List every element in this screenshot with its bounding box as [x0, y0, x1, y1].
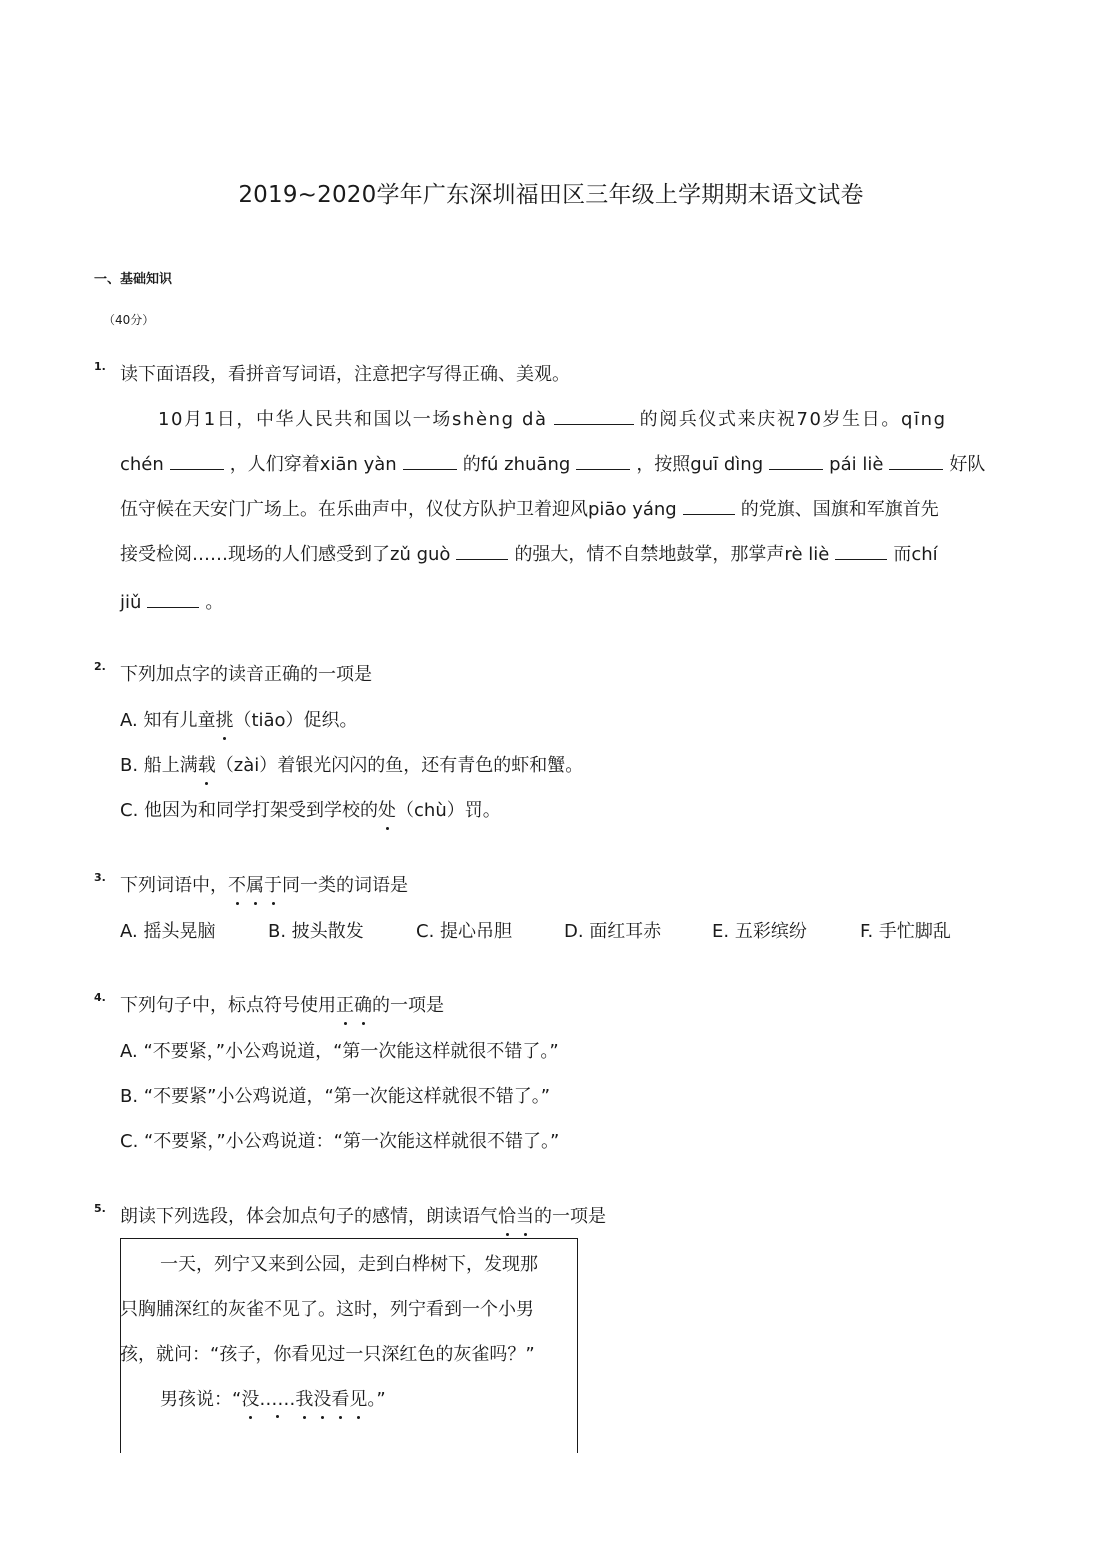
- answer-blank[interactable]: [576, 451, 630, 470]
- q5-prompt-post: 的一项是: [534, 1206, 606, 1227]
- q2-c-post: （chù）罚。: [396, 800, 501, 821]
- q1-text-5a: jiǔ: [120, 592, 142, 613]
- q4-option-c[interactable]: C. “不要紧，”小公鸡说道：“第一次能这样就很不错了。”: [120, 1131, 560, 1152]
- q1-line-1: [158, 405, 947, 431]
- q2-a-pre: A. 知有儿童: [120, 710, 216, 731]
- question-number-2: 2.: [94, 660, 106, 673]
- answer-blank[interactable]: [683, 496, 735, 515]
- q1-line-2: [120, 450, 985, 476]
- q1-text-2e: pái liè: [829, 454, 884, 475]
- q3-prompt-pre: 下列词语中，: [120, 875, 228, 896]
- dotted-char: 于: [264, 871, 282, 897]
- q4-prompt-post: 的一项是: [372, 995, 444, 1016]
- q5-p4-post: 。”: [367, 1389, 386, 1410]
- section-score: （40分）: [103, 313, 155, 327]
- q4-option-a[interactable]: A. “不要紧，”小公鸡说道，“第一次能这样就很不错了。”: [120, 1041, 559, 1062]
- section-heading: 一、基础知识: [94, 272, 173, 287]
- dotted-char: 恰: [498, 1202, 516, 1228]
- q1-line-5: [120, 588, 223, 614]
- q1-text-1b: 的阅兵仪式来庆祝70岁生日。qīng: [639, 409, 947, 430]
- dotted-char: 没: [241, 1385, 259, 1411]
- q1-line-3: [120, 495, 939, 521]
- answer-blank[interactable]: [769, 451, 823, 470]
- q3-option-c[interactable]: C. 提心吊胆: [416, 921, 513, 942]
- q1-text-2b: ，人们穿着xiān yàn: [229, 454, 397, 475]
- dotted-char: 处: [378, 796, 396, 822]
- q5-prompt: [120, 1202, 606, 1228]
- q1-text-4c: 而chí: [893, 544, 938, 565]
- dotted-char: 看: [331, 1385, 349, 1411]
- q2-a-post: （tiāo）促织。: [233, 710, 358, 731]
- q2-b-post: （zài）着银光闪闪的鱼，还有青色的虾和蟹。: [215, 755, 584, 776]
- q2-option-b[interactable]: [120, 751, 583, 777]
- dotted-char: 属: [246, 871, 264, 897]
- q1-text-2d: ，按照guī dìng: [636, 454, 764, 475]
- q2-b-pre: B. 船上满: [120, 755, 198, 776]
- passage-line-3: 孩，就问：“孩子，你看见过一只深红色的灰雀吗？”: [120, 1344, 535, 1365]
- q1-text-1a: 10月1日，中华人民共和国以一场shèng dà: [158, 409, 548, 430]
- q2-c-pre: C. 他因为和同学打架受到学校的: [120, 800, 379, 821]
- passage-line-2: 只胸脯深红的灰雀不见了。这时，列宁看到一个小男: [120, 1299, 534, 1320]
- q3-prompt: [120, 871, 408, 897]
- answer-blank[interactable]: [170, 451, 224, 470]
- question-number-3: 3.: [94, 871, 106, 884]
- dotted-char: 见: [349, 1385, 367, 1411]
- q1-line-4: [120, 540, 938, 566]
- q5-p4-pre: 男孩说：“: [160, 1389, 242, 1410]
- q3-option-e[interactable]: E. 五彩缤纷: [712, 921, 807, 942]
- q1-text-2c: 的fú zhuāng: [462, 454, 571, 475]
- q3-option-d[interactable]: D. 面红耳赤: [564, 921, 662, 942]
- q1-text-2f: 好队: [949, 454, 986, 475]
- question-number-1: 1.: [94, 360, 106, 373]
- page-title: 2019~2020学年广东深圳福田区三年级上学期期末语文试卷: [238, 182, 864, 208]
- dotted-char: 不: [228, 871, 246, 897]
- answer-blank[interactable]: [835, 541, 887, 560]
- dotted-char: 确: [354, 991, 372, 1017]
- q3-option-a[interactable]: A. 摇头晃脑: [120, 921, 216, 942]
- q3-option-f[interactable]: F. 手忙脚乱: [860, 921, 951, 942]
- answer-blank[interactable]: [403, 451, 457, 470]
- dotted-char: 正: [336, 991, 354, 1017]
- q3-options: [120, 917, 951, 943]
- q2-option-c[interactable]: [120, 796, 501, 822]
- q4-option-b[interactable]: B. “不要紧”小公鸡说道，“第一次能这样就很不错了。”: [120, 1086, 551, 1107]
- dotted-char: 我: [295, 1385, 313, 1411]
- question-number-4: 4.: [94, 991, 106, 1004]
- q3-prompt-post: 同一类的词语是: [282, 875, 408, 896]
- dotted-char: 没: [313, 1385, 331, 1411]
- passage-line-1: 一天，列宁又来到公园，走到白桦树下，发现那: [160, 1254, 538, 1275]
- answer-blank[interactable]: [554, 406, 634, 425]
- q4-prompt-pre: 下列句子中，标点符号使用: [120, 995, 336, 1016]
- answer-blank[interactable]: [889, 451, 943, 470]
- q1-text-5b: 。: [205, 592, 224, 613]
- q1-text-2a: chén: [120, 454, 164, 475]
- answer-blank[interactable]: [456, 541, 508, 560]
- q2-prompt: 下列加点字的读音正确的一项是: [120, 664, 372, 685]
- question-number-5: 5.: [94, 1202, 106, 1215]
- dotted-char: ……: [259, 1389, 296, 1410]
- dotted-char: 载: [198, 751, 216, 777]
- q1-text-4b: 的强大，情不自禁地鼓掌，那掌声rè liè: [514, 544, 830, 565]
- q1-text-3b: 的党旗、国旗和军旗首先: [740, 499, 939, 520]
- passage-line-4: [160, 1385, 386, 1411]
- dotted-char: 当: [516, 1202, 534, 1228]
- q5-prompt-pre: 朗读下列选段，体会加点句子的感情，朗读语气: [120, 1206, 498, 1227]
- q1-text-3a: 伍守候在天安门广场上。在乐曲声中，仪仗方队护卫着迎风piāo yáng: [120, 499, 677, 520]
- q4-prompt: [120, 991, 444, 1017]
- q1-prompt: 读下面语段，看拼音写词语，注意把字写得正确、美观。: [120, 364, 570, 385]
- q1-text-4a: 接受检阅……现场的人们感受到了zǔ guò: [120, 544, 451, 565]
- dotted-char: 挑: [215, 706, 233, 732]
- q3-option-b[interactable]: B. 披头散发: [268, 921, 364, 942]
- q2-option-a[interactable]: [120, 706, 358, 732]
- answer-blank[interactable]: [147, 589, 199, 608]
